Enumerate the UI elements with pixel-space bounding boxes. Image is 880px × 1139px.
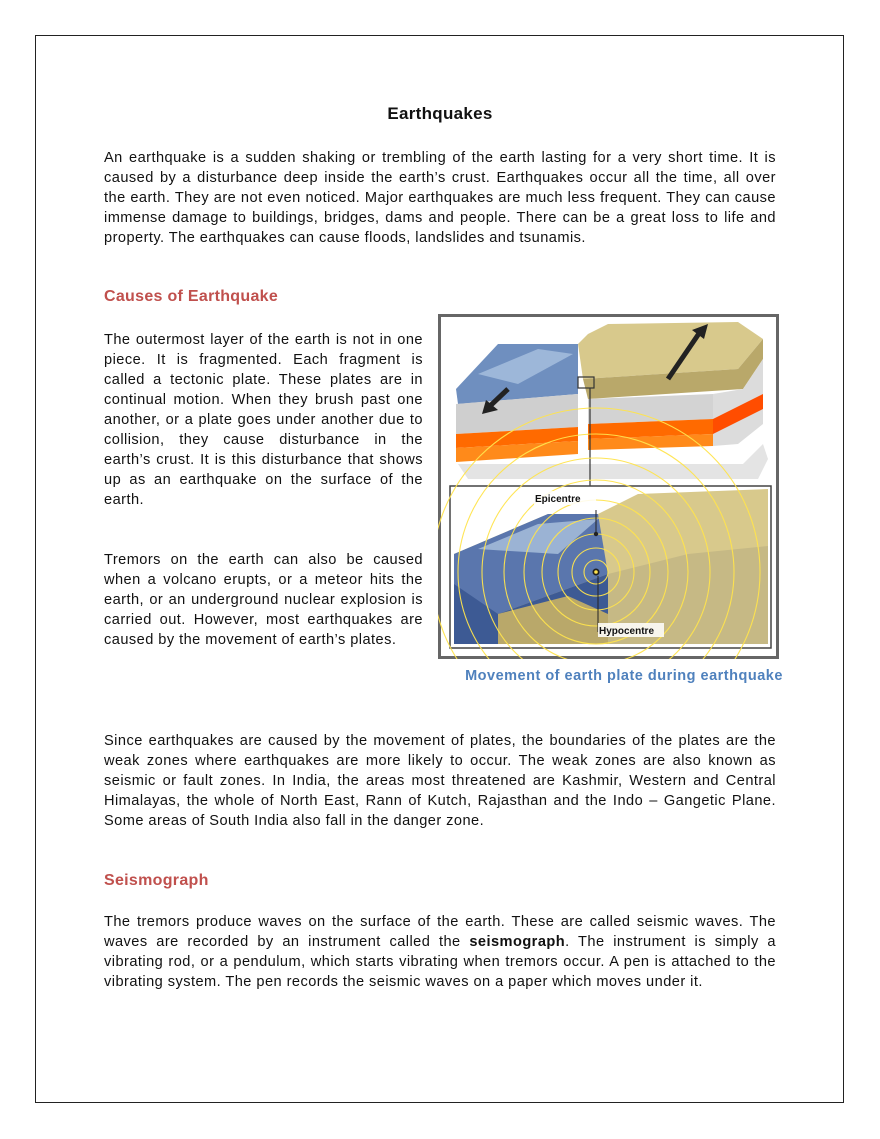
seismograph-term: seismograph xyxy=(469,934,566,950)
seismograph-heading: Seismograph xyxy=(104,872,209,889)
figure-caption: Movement of earth plate during earthquake xyxy=(465,668,783,684)
causes-paragraph-2: Tremors on the earth can also be caused when a volcano erupts, or a meteor hits the earth, or an underground nuclear explosion is carried out. However, most earthquakes are caused by the movement of earth’s plates. xyxy=(104,552,423,648)
intro-paragraph: An earthquake is a sudden shaking or trembling of the earth lasting for a very short time. It is caused by a disturbance deep inside the earth’s crust. Earthquakes occur all the time, all over the earth. They are not even noticed. Major earthquakes are much less frequent. They can cause immense damage to buildings, bridges, dams and people. There can be a great loss to life and property. The earthquakes can cause floods, landslides and tsunamis. xyxy=(104,150,776,246)
plate-movement-figure xyxy=(438,314,779,659)
plate-movement-illustration xyxy=(438,314,779,659)
zones-paragraph: Since earthquakes are caused by the movement of plates, the boundaries of the plates are the weak zones where earthquakes are more likely to occur. The weak zones are also known as seismic or fault zones. In India, the areas most threatened are Kashmir, Western and Central Himalayas, the whole of North East, Rann of Kutch, Rajasthan and the Indo – Gangetic Plane. Some areas of South India also fall in the danger zone. xyxy=(104,733,776,829)
seismograph-paragraph xyxy=(104,912,776,992)
causes-paragraph-1: The outermost layer of the earth is not in one piece. It is fragmented. Each fragment is called a tectonic plate. These plates are in continual motion. When they brush past one another, or a plate goes under another due to collision, they cause disturbance in the earth’s crust. It is this disturbance that shows up as an earthquake on the surface of the earth. xyxy=(104,332,423,508)
causes-heading: Causes of Earthquake xyxy=(104,288,279,305)
epicentre-label: Epicentre xyxy=(535,494,581,505)
page-title: Earthquakes xyxy=(387,104,493,123)
seismograph-text-before: The tremors produce waves on the surface of the earth. These are called seismic waves. The waves are recorded by an instrument called the xyxy=(104,914,776,950)
seismograph-text-after: . The instrument is simply a vibrating rod, or a pendulum, which starts vibrating when tremors occur. A pen is attached to the vibrating system. The pen records the seismic waves on a paper which moves under it. xyxy=(104,934,776,990)
hypocentre-label: Hypocentre xyxy=(599,626,655,637)
